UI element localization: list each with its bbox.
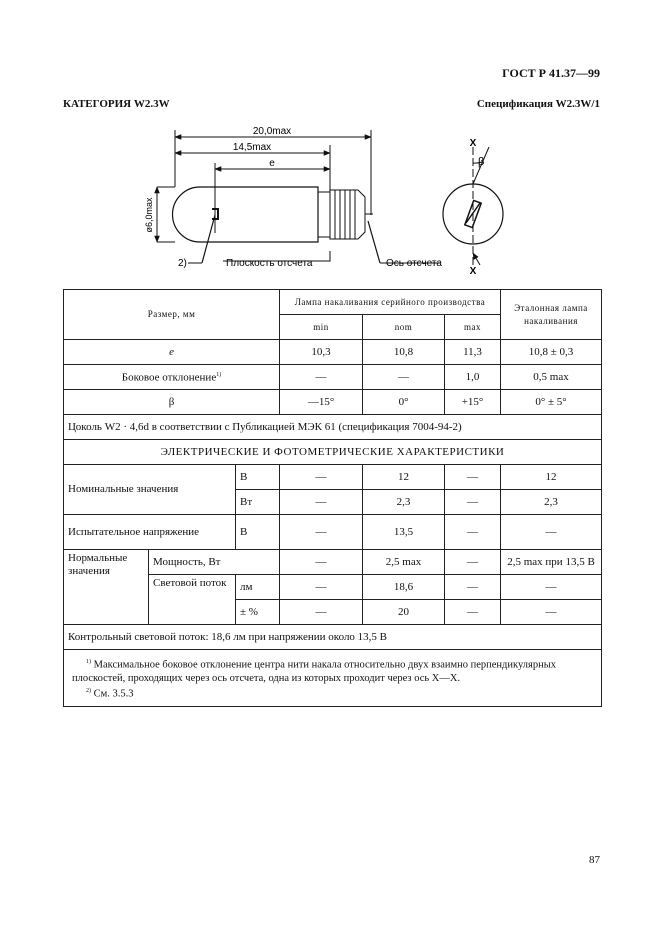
cell-ref: — xyxy=(501,515,602,550)
reference-plane-label: Плоскость отсчета xyxy=(226,258,313,269)
cell-ref: 0,5 max xyxy=(501,365,602,390)
dim-e-label: e xyxy=(269,158,275,169)
cell-max: — xyxy=(445,600,501,625)
nominal-label: Номинальные значения xyxy=(64,465,236,515)
cell-max: +15° xyxy=(445,390,501,415)
cell-max: — xyxy=(445,575,501,600)
cell-ref: — xyxy=(501,600,602,625)
cell-min: — xyxy=(280,550,363,575)
cell-nom: 20 xyxy=(363,600,445,625)
base-note: Цоколь W2 · 4,6d в соответствии с Публикацией МЭК 61 (спецификация 7004-94-2) xyxy=(64,415,602,440)
table-header-row xyxy=(64,290,602,315)
power-label: Мощность, Вт xyxy=(149,550,280,575)
footnote-1-text: Максимальное боковое отклонение центра нити накала относительно двух взаимно перпендикулярных плоскостей, проходящих через ось отсчета, одна из которых проходит через ось X—X. xyxy=(72,659,556,684)
table-row xyxy=(64,415,602,440)
page-number: 87 xyxy=(589,854,600,866)
cell-nom: 10,8 xyxy=(363,340,445,365)
footnote-1 xyxy=(72,656,593,685)
header-serial-lamp: Лампа накаливания серийного производства xyxy=(280,290,501,315)
cell-ref: 12 xyxy=(501,465,602,490)
table-row xyxy=(64,650,602,707)
table-row xyxy=(64,550,602,575)
cell-unit: Вт xyxy=(236,490,280,515)
cell-min: — xyxy=(280,365,363,390)
dim-total-label: 20,0max xyxy=(252,126,292,137)
dim-mid-label: 14,5max xyxy=(232,142,272,153)
cell-nom: 0° xyxy=(363,390,445,415)
test-voltage-label: Испытательное напряжение xyxy=(64,515,236,550)
table-row xyxy=(64,465,602,490)
cell-max: 1,0 xyxy=(445,365,501,390)
cell-unit: лм xyxy=(236,575,280,600)
control-flux-note: Контрольный световой поток: 18,6 лм при напряжении около 13,5 В xyxy=(64,625,602,650)
cell-max: — xyxy=(445,465,501,490)
cell-nom: — xyxy=(363,365,445,390)
cell-ref: 2,3 xyxy=(501,490,602,515)
footnote-2 xyxy=(72,685,593,701)
section-heading: ЭЛЕКТРИЧЕСКИЕ И ФОТОМЕТРИЧЕСКИЕ ХАРАКТЕРИСТИКИ xyxy=(64,440,602,465)
cell-max: — xyxy=(445,550,501,575)
cell-min: — xyxy=(280,465,363,490)
beta-label: β xyxy=(478,156,485,168)
cell-unit: В xyxy=(236,515,280,550)
axis-x-top-label: X xyxy=(469,138,477,149)
cell-unit: В xyxy=(236,465,280,490)
cell-nom: 13,5 xyxy=(363,515,445,550)
cell-nom: 2,5 max xyxy=(363,550,445,575)
cell-ref: 0° ± 5° xyxy=(501,390,602,415)
cell-nom: 12 xyxy=(363,465,445,490)
cell-unit: ± % xyxy=(236,600,280,625)
row-label: e xyxy=(64,340,280,365)
cell-max: — xyxy=(445,515,501,550)
reference-axis-label: Ось отсчета xyxy=(386,258,442,269)
cell-min: 10,3 xyxy=(280,340,363,365)
row-label: β xyxy=(64,390,280,415)
cell-min: — xyxy=(280,490,363,515)
cell-nom: 18,6 xyxy=(363,575,445,600)
category-title: КАТЕГОРИЯ W2.3W xyxy=(63,98,170,110)
axis-x-bottom-label: X xyxy=(469,266,477,275)
cell-ref: — xyxy=(501,575,602,600)
dim-diameter-label: ø6,0max xyxy=(144,197,154,233)
cell-ref: 10,8 ± 0,3 xyxy=(501,340,602,365)
header-reference-lamp: Эталонная лампа накаливания xyxy=(501,290,602,340)
header-max: max xyxy=(445,315,501,340)
header-min: min xyxy=(280,315,363,340)
cell-min: — xyxy=(280,575,363,600)
table-row xyxy=(64,365,602,390)
luminous-flux-label: Световой поток xyxy=(149,575,236,625)
cell-max: — xyxy=(445,490,501,515)
table-row xyxy=(64,515,602,550)
cell-min: —15° xyxy=(280,390,363,415)
cell-min: — xyxy=(280,600,363,625)
lamp-drawing xyxy=(140,125,510,275)
cell-nom: 2,3 xyxy=(363,490,445,515)
table-row xyxy=(64,340,602,365)
cell-min: — xyxy=(280,515,363,550)
standard-number: ГОСТ Р 41.37—99 xyxy=(502,66,600,80)
footnote-1-mark: 1) xyxy=(86,659,91,665)
footnote-2-text: См. 3.5.3 xyxy=(93,688,134,699)
footnote-2-mark: 2) xyxy=(86,687,91,694)
footnotes xyxy=(64,650,602,707)
row-label xyxy=(64,365,280,390)
normal-values-label: Нормальные значения xyxy=(64,550,149,625)
cell-ref: 2,5 max при 13,5 В xyxy=(501,550,602,575)
table-row xyxy=(64,390,602,415)
specification-title: Спецификация W2.3W/1 xyxy=(476,98,600,110)
note-2-label: 2) xyxy=(178,258,187,269)
table-row xyxy=(64,625,602,650)
header-param: Размер, мм xyxy=(64,290,280,340)
row-label-text: Боковое отклонение xyxy=(121,371,217,384)
table-row xyxy=(64,440,602,465)
cell-max: 11,3 xyxy=(445,340,501,365)
header-nom: nom xyxy=(363,315,445,340)
footnote-ref: 1) xyxy=(216,372,222,379)
specification-table xyxy=(63,289,602,707)
